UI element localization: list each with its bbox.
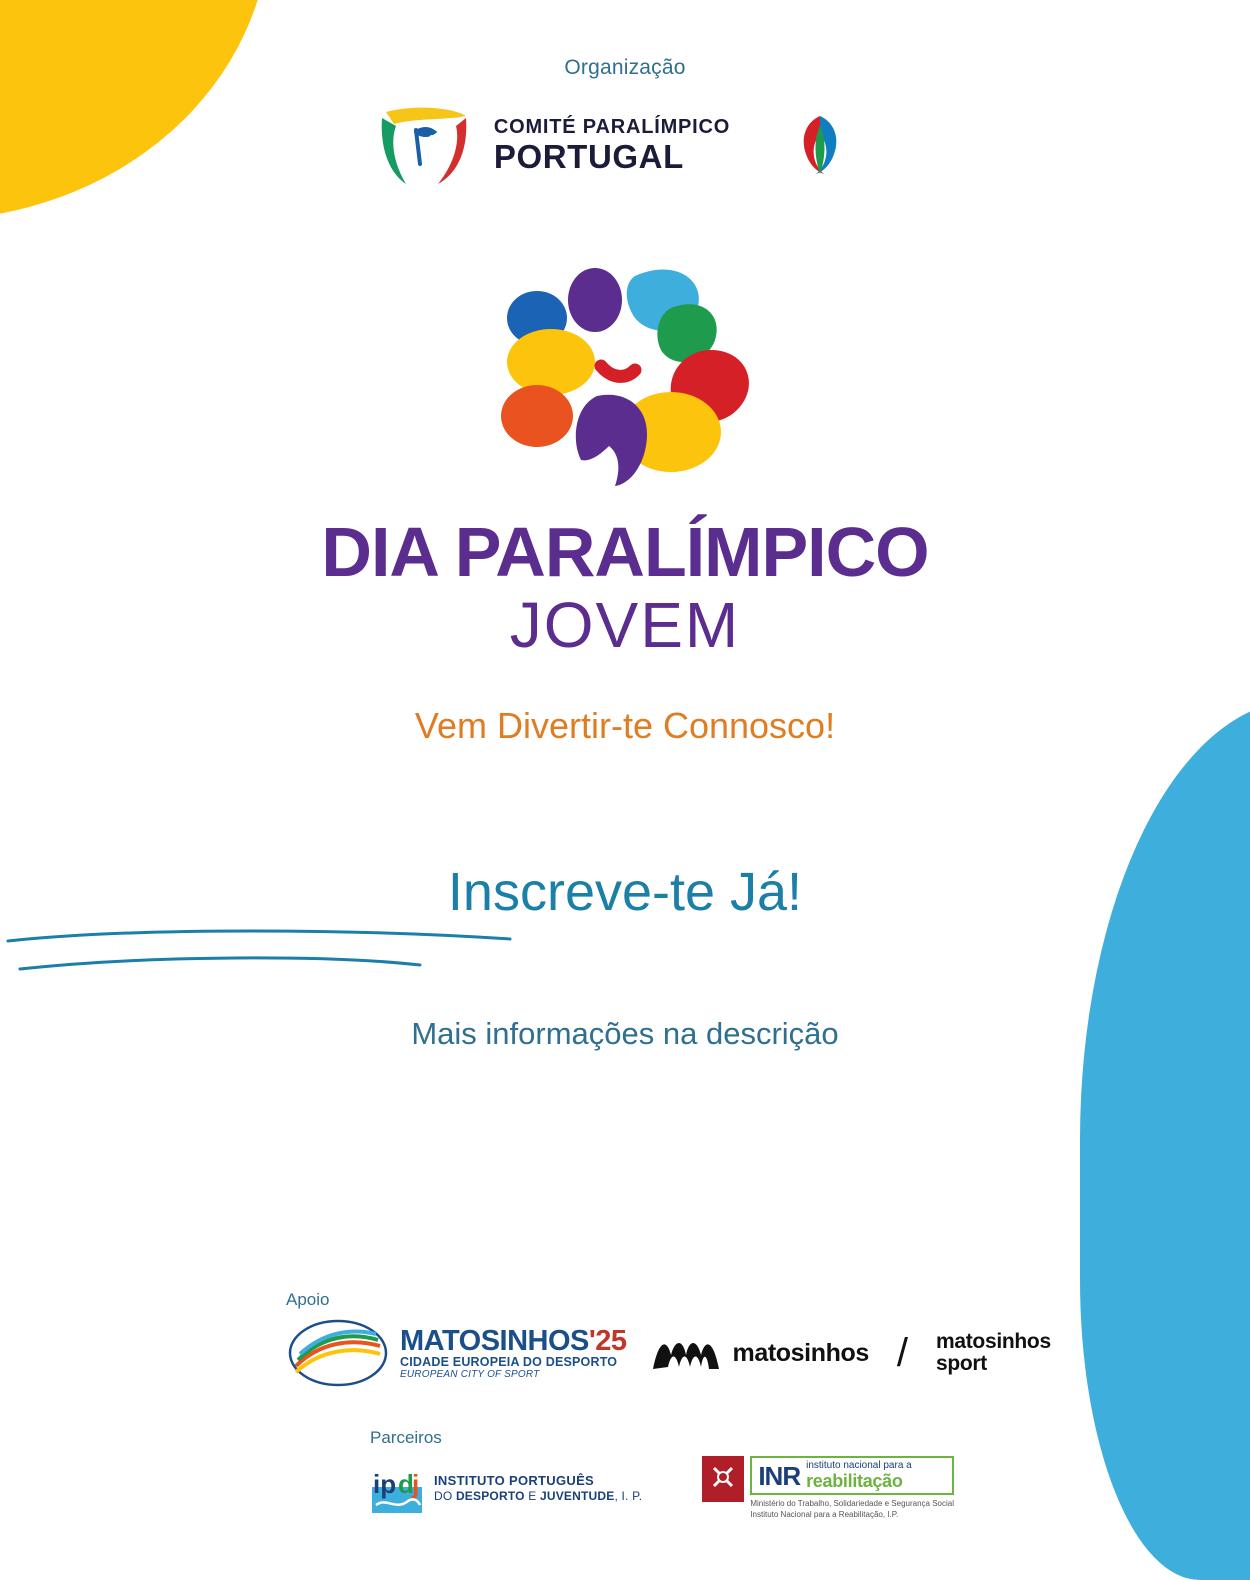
- ipdj-logo: [370, 1461, 642, 1515]
- cta-headline: Inscreve-te Já!: [447, 862, 803, 922]
- comite-paralimpico-portugal-mark-icon: [376, 102, 472, 188]
- partners-block: [370, 1428, 954, 1521]
- event-title: DIA PARALÍMPICO: [321, 513, 929, 591]
- event-tagline: Vem Divertir-te Connosco!: [414, 705, 836, 746]
- ipdj-line2: [434, 1489, 642, 1504]
- ipdj-line2-d: JUVENTUDE: [539, 1489, 615, 1504]
- matosinhos-sport-line2: sport: [935, 1352, 987, 1375]
- ipdj-line2-e: , I. P.: [614, 1489, 643, 1504]
- hand-drawn-underline-icon: [0, 925, 1250, 982]
- ipdj-line2-c: E: [524, 1489, 540, 1504]
- svg-text:d: d: [398, 1469, 414, 1500]
- matosinhos-sport-line1: matosinhos: [935, 1329, 1051, 1353]
- partners-logos: [370, 1456, 954, 1521]
- svg-text:j: j: [412, 1469, 420, 1500]
- republica-portuguesa-shield-icon: [702, 1456, 744, 1502]
- partners-label: Parceiros: [370, 1428, 442, 1447]
- logo-separator: /: [896, 1330, 908, 1375]
- inr-words: [806, 1461, 912, 1490]
- matosinhos-sport-logo: [936, 1331, 1051, 1375]
- inr-footnote: [750, 1499, 954, 1521]
- event-subtitle: JOVEM: [509, 589, 741, 661]
- organizer-logos: [0, 102, 1250, 188]
- paralympic-agitos-icon: [766, 112, 874, 178]
- organizer-name-line2: PORTUGAL: [493, 138, 684, 175]
- inr-logo: [702, 1456, 954, 1521]
- ipdj-line2-a: DO: [434, 1489, 456, 1504]
- inr-footnote-line1: Ministério do Trabalho, Solidariedade e Segurança Social: [750, 1499, 954, 1509]
- matosinhos-25-text: [400, 1326, 627, 1380]
- organizer-name-line1: COMITÉ PARALÍMPICO: [493, 116, 731, 138]
- support-label: Apoio: [286, 1290, 330, 1309]
- more-info-text: Mais informações na descrição: [411, 1016, 839, 1051]
- support-logos: [286, 1316, 1051, 1390]
- svg-text:ip: ip: [373, 1469, 397, 1500]
- ipdj-logo-icon: [370, 1461, 424, 1515]
- matosinhos-subtitle-en: EUROPEAN CITY OF SPORT: [400, 1368, 540, 1380]
- matosinhos-subtitle-pt: CIDADE EUROPEIA DO DESPORTO: [400, 1355, 618, 1370]
- inr-mark: INR: [758, 1460, 801, 1491]
- matosinhos-year: '25: [588, 1324, 627, 1357]
- matosinhos-municipality-word: matosinhos: [732, 1338, 869, 1367]
- event-logo-wrap: [0, 246, 1250, 501]
- ipdj-line2-b: DESPORTO: [455, 1489, 525, 1504]
- organizer-name: [494, 117, 730, 173]
- matosinhos-municipality-logo: [651, 1333, 869, 1373]
- ipdj-text: [434, 1473, 642, 1504]
- matosinhos-25-rings-icon: [286, 1316, 390, 1390]
- ipdj-line1: INSTITUTO PORTUGUÊS: [434, 1472, 595, 1488]
- inr-line1: instituto nacional para a: [806, 1460, 912, 1471]
- inr-footnote-line2: Instituto Nacional para a Reabilitação, I.P.: [750, 1510, 899, 1520]
- inr-bar: [750, 1456, 954, 1495]
- inr-line2: reabilitação: [806, 1470, 903, 1491]
- organization-label: Organização: [564, 56, 686, 79]
- support-block: [286, 1290, 1051, 1390]
- matosinhos-wordmark: MATOSINHOS: [400, 1324, 589, 1357]
- dia-paralimpico-jovem-logo-icon: [475, 246, 775, 501]
- inr-main: [750, 1456, 954, 1521]
- matosinhos-25-logo: [286, 1316, 627, 1390]
- matosinhos-m-mark-icon: [651, 1333, 721, 1373]
